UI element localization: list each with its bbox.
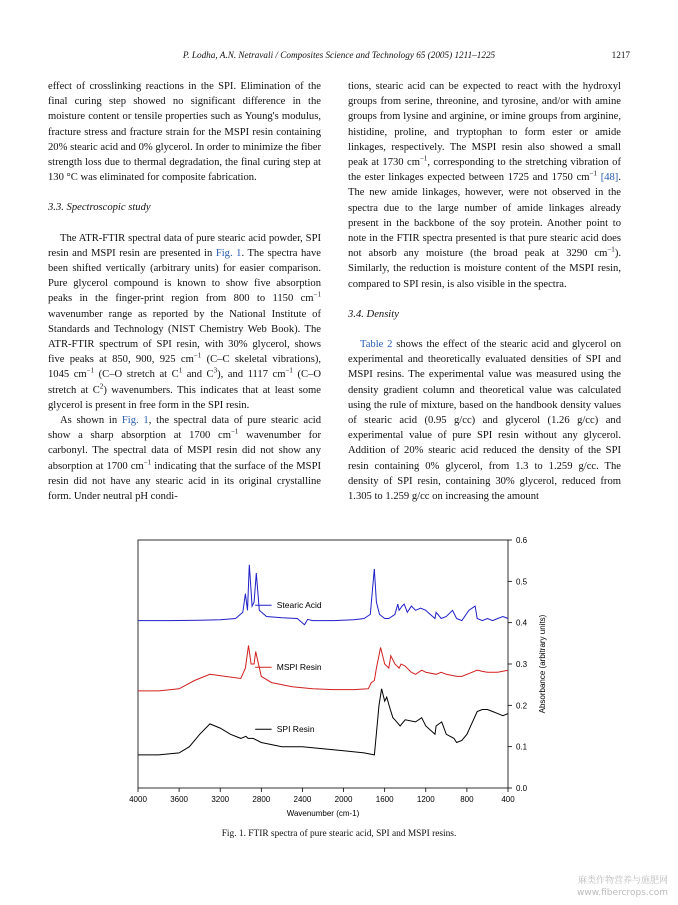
y-tick-label-0: 0.0 — [516, 784, 528, 793]
ftir-figure — [120, 530, 565, 830]
section-heading-3-3: 3.3. Spectroscopic study — [48, 202, 151, 214]
paragraph-density: Table 2 shows the effect of the stearic acid and glycerol on experimental and theoretically evaluated densities of SPI and MSPI resins. The experimental value was measured using the density gradient column and theoretical value was calculated using the rule of mixture, based on the handbook density values of stearic acid (0.95 g/cc) and glycerol (1.26 g/cc) and experimental value of pure SPI resin without any glycerol. Addition of 20% stearic acid reduced the density of the SPI resin containing 0% glycerol, from 1.3 to 1.259 g/cc. The density of SPI resin, containing 30% glycerol, reduced from 1.305 to 1.259 g/cc on increasing the amount — [348, 339, 621, 503]
paragraph-ester-linkages: tions, stearic acid can be expected to react with the hydroxyl groups from serine, threonine, and tyrosine, and/or with amine groups from lysine and arginine, or imine groups from arginine, histidine, proline, and tryptophan to form ester or amide linkages, respectively. The MSPI resin also showed a small peak at 1730 $cm^{-1}$, corresponding to the stretching vibration of the ester linkages expected between 1725 and 1750 $cm^{-1}$ [48]. The new amide linkages, however, were not observed in the spectra due to the large number of amide linkages already present in the backbone of the soy protein. Another point to note in the FTIR spectra presented is that pure stearic acid does not absorb any moisture (the broad peak at 3290 $cm^{-1}$). Similarly, the reduction is moisture content of the MSPI resin, compared to SPI resin, is also visible in the spectra. — [348, 81, 621, 290]
section-heading-3-4: 3.4. Density — [348, 308, 399, 320]
x-tick-label-1: 3600 — [170, 795, 189, 804]
y-tick-label-5: 0.5 — [516, 577, 528, 587]
legend-label-0: Stearic Acid — [276, 600, 322, 611]
x-tick-label-9: 400 — [501, 795, 515, 804]
paragraph-atr-ftir: The ATR-FTIR spectral data of pure stearic acid powder, SPI resin and MSPI resin are presented in Fig. 1. The spectra have been shifted vertically (arbitrary units) for easier comparison. Pure glycerol compound is known to show five absorption peaks in the finger-print region from 800 to 1150 $cm^{-1}$ wavenumber range as reported by the National Institute of Standards and Technology (NIST Chemistry Web Book). The ATR-FTIR spectrum of SPI resin, with 30% glycerol, shows five peaks at 850, 900, 925 $cm^{-1}$ (C–C skeletal vibrations), 1045 $cm^{-1}$ (C–O stretch at $C^1$ and $C^3$), and 1117 $cm^{-1}$ (C–O stretch at $C^2$) wavenumbers. This indicates that at least some glycerol is present in free form in the SPI resin. — [48, 232, 321, 411]
x-tick-label-0: 4000 — [129, 795, 147, 804]
x-tick-label-2: 3200 — [211, 795, 230, 804]
watermark — [577, 875, 668, 899]
y-axis-label: Absorbance (arbitrary units) — [538, 614, 547, 714]
fig1-link-2[interactable]: Fig. 1 — [121, 415, 149, 427]
watermark-line2: www.fibercrops.com — [577, 888, 668, 898]
fig1-link[interactable]: Fig. 1 — [215, 247, 242, 259]
right-column — [348, 79, 621, 504]
y-tick-label-6: 0.6 — [516, 536, 528, 545]
y-tick-label-3: 0.3 — [516, 660, 528, 669]
x-tick-label-8: 800 — [460, 795, 474, 804]
y-tick-label-2: 0.2 — [516, 701, 528, 711]
paragraph-curing: effect of crosslinking reactions in the SPI. Elimination of the final curing step showed no significant difference in the moisture content or tensile properties such as Young's modulus, fracture stress and fracture strain for the MSPI resin containing 20% stearic acid and 0% glycerol. In order to minimize the fiber strength loss due to thermal degradation, the final curing step at 130 °C was eliminated for composite fabrication. — [48, 81, 321, 184]
page-number: 1217 — [611, 50, 630, 60]
table2-link[interactable]: Table 2 — [360, 339, 393, 351]
x-tick-label-3: 2800 — [252, 795, 271, 804]
y-tick-label-1: 0.1 — [516, 742, 528, 752]
x-tick-label-4: 2400 — [293, 795, 312, 804]
ref-48-link[interactable]: [48] — [600, 172, 619, 184]
plot-frame — [138, 540, 508, 788]
running-title: P. Lodha, A.N. Netravali / Composites Science and Technology 65 (2005) 1211–1225 — [182, 50, 496, 60]
x-axis-label: Wavenumber (cm-1) — [286, 809, 360, 818]
running-header — [48, 50, 630, 64]
y-tick-label-4: 0.4 — [516, 618, 528, 628]
paragraph-stearic-absorption: As shown in Fig. 1, the spectral data of pure stearic acid show a sharp absorption at 1700 $cm^{-1}$ wavenumber for carbonyl. The spectral data of MSPI resin did not show any absorption at 1700 $cm^{-1}$ indicating that the surface of the MSPI resin did not have any stearic acid in its original crystalline form. Under neutral pH condi- — [48, 415, 322, 503]
legend-label-1: MSPI Resin — [276, 662, 322, 673]
series-line-spi-resin — [138, 689, 508, 755]
series-line-mspi-resin — [138, 645, 508, 691]
ftir-chart — [120, 530, 565, 830]
x-tick-label-6: 1600 — [375, 795, 394, 804]
x-tick-label-7: 1200 — [416, 795, 435, 804]
watermark-line1: 麻类作物营养与施肥网 — [577, 876, 668, 886]
left-column — [48, 79, 321, 504]
x-tick-label-5: 2000 — [334, 795, 353, 804]
figure-caption: Fig. 1. FTIR spectra of pure stearic acid, SPI and MSPI resins. — [221, 829, 457, 839]
series-line-stearic-acid — [138, 565, 508, 625]
legend-label-2: SPI Resin — [276, 724, 315, 735]
